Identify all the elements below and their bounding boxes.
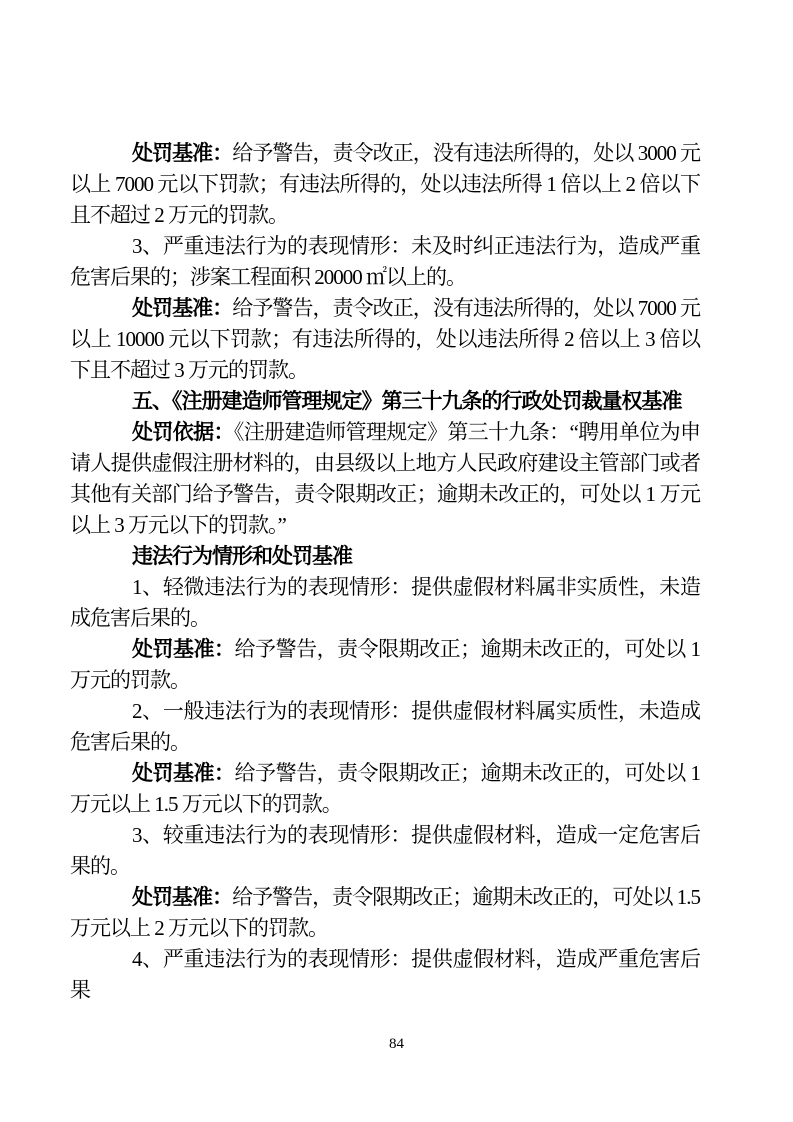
paragraph <box>70 634 700 696</box>
paragraph-text: 给予警告，责令限期改正；逾期未改正的，可处以 1.5 万元以上 2 万元以下的罚款。 <box>70 885 701 940</box>
paragraph <box>70 820 700 882</box>
paragraph <box>70 944 700 1006</box>
paragraph-lead: 处罚基准： <box>132 885 233 909</box>
paragraph <box>70 541 700 572</box>
page-number: 84 <box>389 1036 404 1052</box>
paragraph-text: 给予警告，责令改正，没有违法所得的，处以 7000 元以上 10000 元以下罚款；有违法所得的，处以违法所得 2 倍以上 3 倍以下且不超过 3 万元的罚款。 <box>70 296 701 382</box>
paragraph <box>70 758 700 820</box>
paragraph <box>70 696 700 758</box>
paragraph-text: 《注册建造师管理规定》第三十九条：“聘用单位为申请人提供虚假注册材料的，由县级以上地方人民政府建设主管部门或者其他有关部门给予警告，责令限期改正；逾期未改正的，可处以 1 万元以上 3 万元以下的罚款。” <box>70 420 701 537</box>
paragraph-text: 3、严重违法行为的表现情形：未及时纠正违法行为，造成严重危害后果的；涉案工程面积 20000 ㎡以上的。 <box>70 234 700 289</box>
paragraph <box>70 882 700 944</box>
paragraph-lead: 处罚依据： <box>132 420 234 444</box>
paragraph <box>70 386 700 417</box>
paragraph-lead: 处罚基准： <box>132 637 235 661</box>
paragraph <box>70 417 700 541</box>
paragraph-text: 1、轻微违法行为的表现情形：提供虚假材料属非实质性，未造成危害后果的。 <box>70 575 700 630</box>
paragraph-text: 五、《注册建造师管理规定》第三十九条的行政处罚裁量权基准 <box>132 389 682 413</box>
paragraph-text: 2、一般违法行为的表现情形：提供虚假材料属实质性，未造成危害后果的。 <box>70 699 700 754</box>
paragraph-lead: 处罚基准： <box>132 761 235 785</box>
paragraph-lead: 处罚基准： <box>132 296 233 320</box>
paragraph <box>70 138 700 231</box>
paragraph-text: 3、较重违法行为的表现情形：提供虚假材料，造成一定危害后果的。 <box>70 823 700 878</box>
paragraph-lead: 处罚基准： <box>132 141 233 165</box>
paragraph-text: 4、严重违法行为的表现情形：提供虚假材料，造成严重危害后果 <box>70 947 700 1002</box>
paragraph <box>70 572 700 634</box>
document-body <box>70 138 700 1006</box>
paragraph-text: 给予警告，责令限期改正；逾期未改正的，可处以 1 万元的罚款。 <box>70 637 701 692</box>
paragraph-text: 违法行为情形和处罚基准 <box>132 544 352 568</box>
paragraph-text: 给予警告，责令限期改正；逾期未改正的，可处以 1 万元以上 1.5 万元以下的罚款。 <box>70 761 701 816</box>
paragraph-text: 给予警告，责令改正，没有违法所得的，处以 3000 元以上 7000 元以下罚款；有违法所得的，处以违法所得 1 倍以上 2 倍以下且不超过 2 万元的罚款。 <box>70 141 701 227</box>
paragraph <box>70 293 700 386</box>
paragraph <box>70 231 700 293</box>
